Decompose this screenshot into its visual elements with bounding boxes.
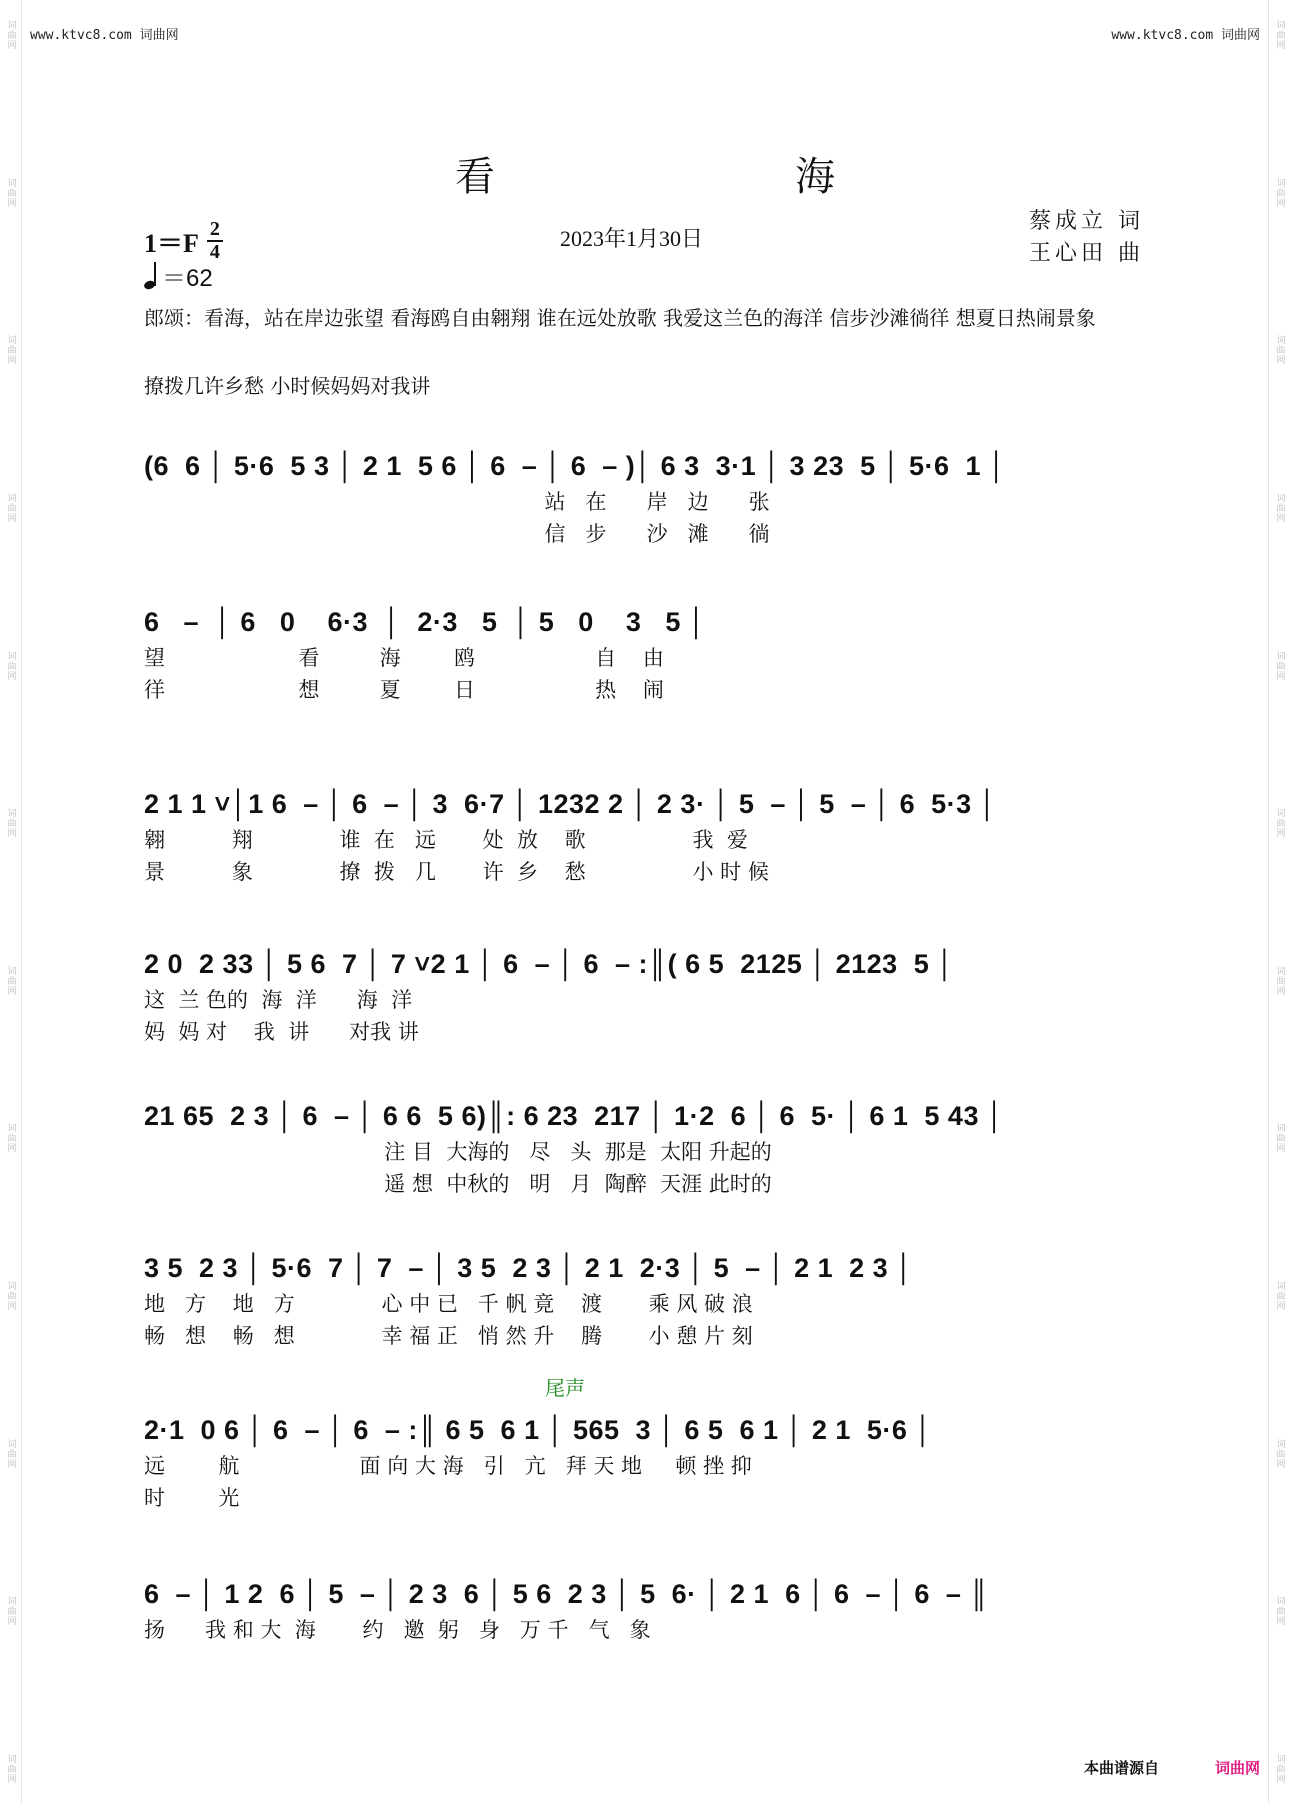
lyrics-verse-2: 景 象 撩 拨 几 许 乡 愁 小 时 候 — [144, 860, 769, 884]
watermark-text: 词曲网 — [1274, 1753, 1285, 1784]
lyrics-verse-2: 畅 想 畅 想 幸 福 正 悄 然 升 腾 小 憩 片 刻 — [144, 1324, 753, 1348]
watermark-text: 词曲网 — [5, 1123, 16, 1154]
score-system-7 — [144, 1410, 1154, 1514]
watermark-text: 词曲网 — [1274, 335, 1285, 366]
notation-line: 2·1 0 6 │ 6 – │ 6 – :║ 6 5 6 1 │ 565 3 │ 6 5 6 1 │ 2 1 5·6 │ — [144, 1415, 933, 1445]
song-title — [0, 145, 1290, 202]
score-system-3 — [144, 784, 1154, 888]
watermark-text: 词曲网 — [1274, 20, 1285, 50]
left-watermark-strip — [0, 0, 22, 1804]
composition-date: 2023年1月30日 — [560, 226, 704, 251]
score-system-1 — [144, 446, 1154, 550]
time-bottom: 4 — [209, 241, 220, 263]
composer-credit: 王心田 曲 — [1029, 241, 1144, 266]
footer-source: 本曲谱源自 — [1083, 1759, 1159, 1777]
watermark-text: 词曲网 — [5, 177, 16, 208]
notation-line: 2 0 2 33 │ 5 6 7 │ 7 ˅2 1 │ 6 – │ 6 – :║( 6 5 2125 │ 2123 5 │ — [144, 949, 955, 979]
watermark-text: 词曲网 — [1274, 650, 1285, 681]
lyrics-verse-2: 遥 想 中秋的 明 月 陶醉 天涯 此时的 — [144, 1172, 772, 1196]
coda-label: 尾声 — [545, 1376, 585, 1400]
lyrics-verse-2: 信 步 沙 滩 徜 — [144, 522, 770, 546]
title-char-2: 海 — [795, 154, 835, 200]
site-name: 词曲网 — [1220, 28, 1260, 43]
recitation-line-2: 撩拨几许乡愁 小时候妈妈对我讲 — [144, 374, 431, 398]
lyrics-verse-1: 扬 我 和 大 海 约 邀 躬 身 万 千 气 象 — [144, 1618, 651, 1642]
score-system-4 — [144, 944, 1154, 1048]
lyricist-credit: 蔡成立 词 — [1029, 209, 1144, 234]
watermark-text: 词曲网 — [5, 492, 16, 523]
site-url[interactable]: www.ktvc8.com — [1111, 28, 1214, 43]
header-url-right[interactable] — [1111, 24, 1260, 43]
watermark-text: 词曲网 — [1274, 965, 1285, 996]
score-system-2 — [144, 602, 1154, 706]
watermark-text: 词曲网 — [1274, 492, 1285, 523]
watermark-text: 词曲网 — [5, 1438, 16, 1469]
footer — [1084, 1757, 1260, 1778]
tempo-value: ＝62 — [162, 265, 213, 292]
score-system-6 — [144, 1248, 1154, 1352]
header-url-left[interactable] — [30, 24, 179, 43]
watermark-text: 词曲网 — [5, 1281, 16, 1311]
time-top: 2 — [209, 218, 220, 240]
watermark-text: 词曲网 — [1274, 1438, 1285, 1469]
lyrics-verse-1: 注 目 大海的 尽 头 那是 太阳 升起的 — [144, 1140, 772, 1164]
watermark-text: 词曲网 — [1274, 1281, 1285, 1311]
watermark-text: 词曲网 — [5, 650, 16, 681]
lyrics-verse-1: 望 看 海 鸥 自 由 — [144, 646, 664, 670]
watermark-text: 词曲网 — [1274, 177, 1285, 208]
lyrics-verse-2: 时 光 — [144, 1486, 240, 1510]
watermark-text: 词曲网 — [5, 20, 16, 50]
notation-line: 21 65 2 3 │ 6 – │ 6 6 5 6)║: 6 23 217 │ 1·2 6 │ 6 5· │ 6 1 5 43 │ — [144, 1101, 1005, 1131]
notation-line: (6 6 │ 5·6 5 3 │ 2 1 5 6 │ 6 – │ 6 – )│ 6 3 3·1 │ 3 23 5 │ 5·6 1 │ — [144, 451, 1007, 481]
watermark-text: 词曲网 — [1274, 1596, 1285, 1627]
key-signature — [144, 220, 223, 262]
lyrics-verse-1: 远 航 面 向 大 海 引 亢 拜 天 地 顿 挫 抑 — [144, 1454, 752, 1478]
footer-brand-link[interactable]: 词曲网 — [1214, 1759, 1260, 1777]
score-system-8 — [144, 1574, 1154, 1646]
watermark-text: 词曲网 — [1274, 808, 1285, 839]
lyrics-verse-1: 这 兰 色的 海 洋 海 洋 — [144, 988, 413, 1012]
site-name: 词曲网 — [139, 28, 179, 43]
lyrics-verse-1: 翱 翔 谁 在 远 处 放 歌 我 爱 — [144, 828, 748, 852]
watermark-text: 词曲网 — [5, 1753, 16, 1784]
score-system-5 — [144, 1096, 1154, 1200]
lyrics-verse-1: 站 在 岸 边 张 — [144, 490, 770, 514]
key-label: 1＝F — [144, 228, 199, 258]
recitation-line-1: 郎颂：看海，站在岸边张望 看海鸥自由翱翔 谁在远处放歌 我爱这兰色的海洋 信步沙滩徜徉 想夏日热闹景象 — [144, 306, 1096, 330]
watermark-text: 词曲网 — [5, 1596, 16, 1627]
credits — [1029, 206, 1144, 270]
notation-line: 3 5 2 3 │ 5·6 7 │ 7 – │ 3 5 2 3 │ 2 1 2·3 │ 5 – │ 2 1 2 3 │ — [144, 1253, 914, 1283]
watermark-text: 词曲网 — [1274, 1123, 1285, 1154]
notation-line: 6 – │ 6 0 6·3 │ 2·3 5 │ 5 0 3 5 │ — [144, 607, 707, 637]
notation-line: 2 1 1 ˅│1 6 – │ 6 – │ 3 6·7 │ 1232 2 │ 2 3· │ 5 – │ 5 – │ 6 5·3 │ — [144, 789, 998, 819]
site-url[interactable]: www.ktvc8.com — [30, 28, 132, 43]
watermark-text: 词曲网 — [5, 808, 16, 839]
lyrics-verse-2: 妈 妈 对 我 讲 对我 讲 — [144, 1020, 419, 1044]
lyrics-verse-2: 徉 想 夏 日 热 闹 — [144, 678, 664, 702]
watermark-text: 词曲网 — [5, 965, 16, 996]
right-watermark-strip — [1268, 0, 1290, 1804]
quarter-note-icon — [144, 263, 156, 289]
title-char-1: 看 — [455, 154, 495, 200]
time-signature — [207, 220, 223, 262]
watermark-text: 词曲网 — [5, 335, 16, 366]
tempo-marking — [144, 258, 213, 293]
lyrics-verse-1: 地 方 地 方 心 中 已 千 帆 竟 渡 乘 风 破 浪 — [144, 1292, 753, 1316]
notation-line: 6 – │ 1 2 6 │ 5 – │ 2 3 6 │ 5 6 2 3 │ 5 6· │ 2 1 6 │ 6 – │ 6 – ║ — [144, 1579, 990, 1609]
